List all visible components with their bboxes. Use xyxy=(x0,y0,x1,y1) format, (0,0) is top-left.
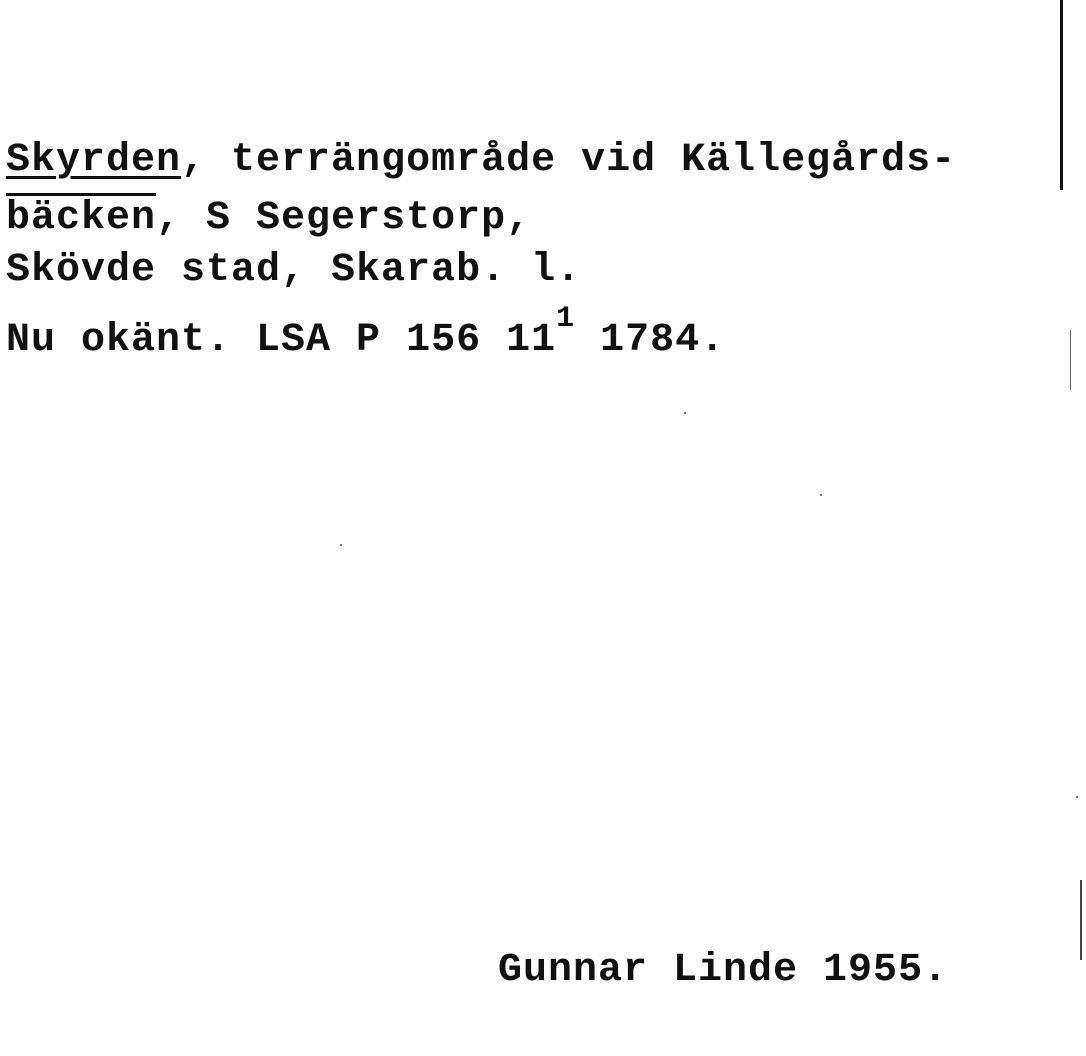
scan-speck xyxy=(340,544,342,546)
superscript: 1 xyxy=(556,302,576,336)
entry-line-3: Skövde stad, Skarab. l. xyxy=(6,248,582,293)
scan-speck xyxy=(684,412,686,414)
card-edge-line xyxy=(1070,330,1071,390)
signature: Gunnar Linde 1955. xyxy=(498,948,949,993)
entry-line-2 xyxy=(6,196,531,242)
entry-text: 1784. xyxy=(575,318,726,363)
scan-speck xyxy=(820,494,822,496)
entry-text: Nu okänt. LSA P 156 11 xyxy=(6,318,557,363)
card-edge-line xyxy=(1060,0,1063,190)
entry-text: bäcken xyxy=(6,196,157,241)
entry-line-4 xyxy=(6,302,726,366)
entry-text: , terrängområde vid Källegårds- xyxy=(181,138,957,183)
headword: Skyrden xyxy=(6,138,182,183)
entry-line-1 xyxy=(6,138,956,184)
card-edge-line xyxy=(1080,880,1082,960)
entry-text: , S Segerstorp, xyxy=(156,196,532,241)
scan-speck xyxy=(1076,796,1078,798)
